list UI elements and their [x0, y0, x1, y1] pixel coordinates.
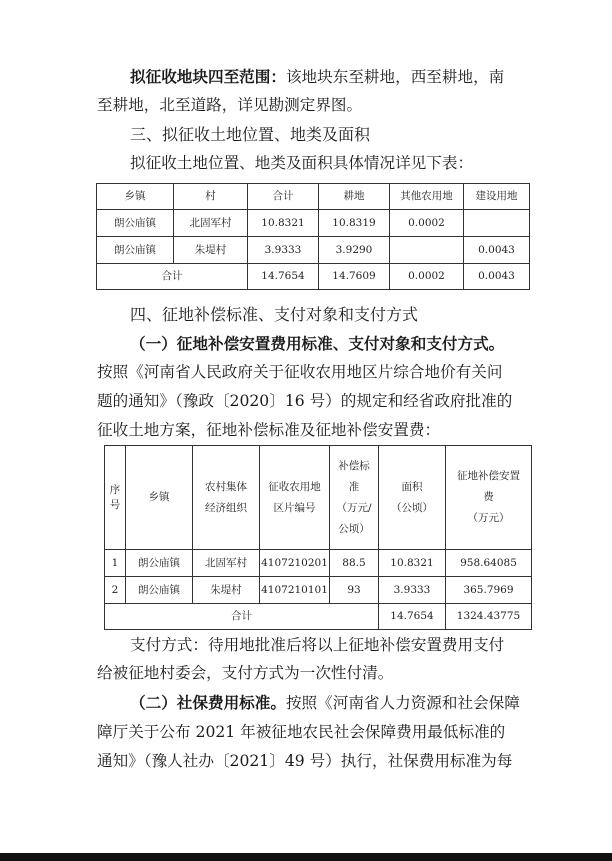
table-row: [97, 210, 530, 237]
boundary-text: 该地块东至耕地，西至耕地，南: [285, 68, 505, 86]
table-cell: 合计: [97, 264, 248, 290]
sub1-line-2: 题的通知》（豫政〔2020〕16 号）的规定和经省政府批准的: [97, 392, 513, 410]
table-cell: 1: [105, 550, 126, 577]
table2-header-org: 农村集体 经济组织: [193, 446, 260, 550]
table-cell: 朱堤村: [193, 577, 260, 604]
table2-total-row: [105, 604, 532, 630]
table2-header-seq: 序 号: [105, 446, 126, 550]
table1-total-row: [97, 264, 530, 290]
table-cell: 4107210101: [260, 577, 330, 604]
table-cell: 14.7609: [319, 264, 390, 290]
table1-header-row: [97, 184, 530, 210]
boundary-label: 拟征收地块四至范围：: [130, 68, 286, 86]
table2-header-fee: 征地补偿安置 费 （万元）: [446, 446, 532, 550]
table-cell: 北固军村: [193, 550, 260, 577]
table1-header: 其他农用地: [390, 184, 464, 210]
payment-line-2: 给被征地村委会，支付方式为一次性付清。: [97, 664, 394, 682]
table-cell: 4107210201: [260, 550, 330, 577]
table-cell: 365.7969: [446, 577, 532, 604]
table-cell: 朗公庙镇: [97, 237, 174, 264]
land-area-table: [96, 183, 530, 290]
table-cell: 10.8321: [248, 210, 319, 237]
table1-header: 村: [174, 184, 248, 210]
table-cell: 958.64085: [446, 550, 532, 577]
section3-intro: 拟征收土地位置、地类及面积具体情况详见下表：: [130, 154, 474, 172]
table2-header-area: 面积 （公顷）: [379, 446, 446, 550]
table-cell: 1324.43775: [446, 604, 532, 630]
table-cell: [390, 237, 464, 264]
table-cell: 朗公庙镇: [126, 577, 193, 604]
sub1-title: （一）征地补偿安置费用标准、支付对象和支付方式。: [130, 335, 505, 353]
sub2-title: （二）社保费用标准。: [130, 694, 286, 712]
table-cell: 2: [105, 577, 126, 604]
table-cell: 0.0043: [464, 264, 530, 290]
sub2-line-3: 通知》（豫人社办〔2021〕49 号）执行，社保费用标准为每: [97, 752, 513, 770]
table2-header-standard: 补偿标 准 （万元/ 公顷）: [330, 446, 379, 550]
table-cell: 3.9333: [248, 237, 319, 264]
table-cell: 合计: [105, 604, 379, 630]
sub1-line-3: 征收土地方案，征地补偿标准及征地补偿安置费：: [97, 421, 441, 439]
boundary-line-2: 至耕地，北至道路，详见勘测定界图。: [97, 96, 363, 114]
table-cell: [464, 210, 530, 237]
table-cell: 朗公庙镇: [97, 210, 174, 237]
table-cell: 3.9333: [379, 577, 446, 604]
table2-header-town: 乡镇: [126, 446, 193, 550]
sub1-line-1: 按照《河南省人民政府关于征收农用地区片综合地价有关问: [97, 363, 503, 381]
table-cell: 14.7654: [248, 264, 319, 290]
table-cell: 北固军村: [174, 210, 248, 237]
compensation-table: [104, 445, 532, 630]
table-cell: 10.8319: [319, 210, 390, 237]
table-cell: 0.0002: [390, 210, 464, 237]
table2-header-row: [105, 446, 532, 550]
table1-header: 合计: [248, 184, 319, 210]
table1-header: 建设用地: [464, 184, 530, 210]
table-cell: 3.9290: [319, 237, 390, 264]
table-cell: 朱堤村: [174, 237, 248, 264]
table-cell: 10.8321: [379, 550, 446, 577]
table-cell: 0.0043: [464, 237, 530, 264]
table-row: [97, 237, 530, 264]
boundary-line-1: [130, 63, 560, 91]
table-row: [105, 577, 532, 604]
sub2-line-1: [130, 689, 560, 717]
table-cell: 0.0002: [390, 264, 464, 290]
payment-line-1: 支付方式：待用地批准后将以上征地补偿安置费用支付: [130, 636, 505, 654]
sub2-line-2: 障厅关于公布 2021 年被征地农民社会保障费用最低标准的: [97, 723, 506, 741]
table-cell: 14.7654: [379, 604, 446, 630]
sub2-text: 按照《河南省人力资源和社会保障: [285, 694, 520, 712]
table-cell: 93: [330, 577, 379, 604]
section3-title: 三、拟征收土地位置、地类及面积: [130, 125, 371, 144]
table1-header: 乡镇: [97, 184, 174, 210]
table1-header: 耕地: [319, 184, 390, 210]
table-cell: 88.5: [330, 550, 379, 577]
table-row: [105, 550, 532, 577]
table-cell: 朗公庙镇: [126, 550, 193, 577]
table2-header-zone: 征收农用地 区片编号: [260, 446, 330, 550]
section4-title: 四、征地补偿标准、支付对象和支付方式: [130, 305, 419, 324]
scan-bottom-edge: [0, 853, 612, 861]
